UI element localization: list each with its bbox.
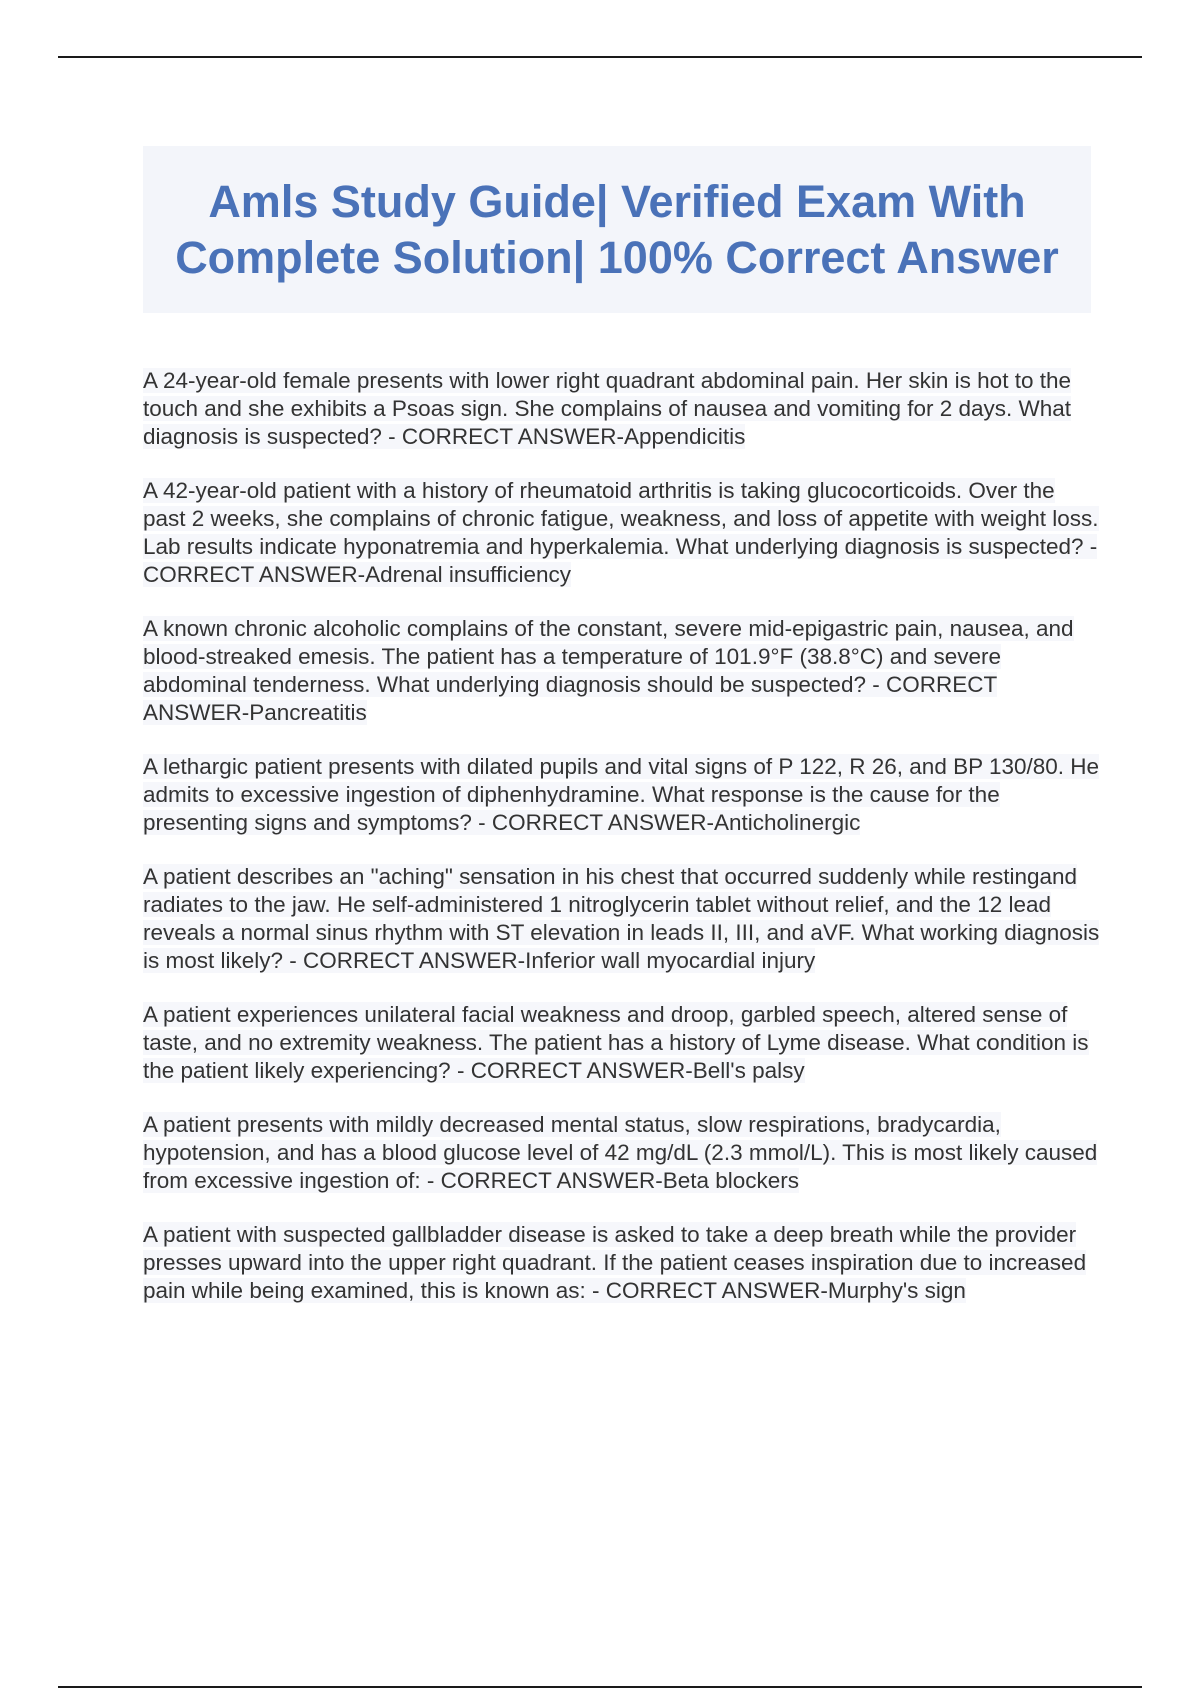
qa-item-text: A known chronic alcoholic complains of the constant, severe mid-epigastric pain, nausea, and blood-streaked emesis. The patient has a temperature of 101.9°F (38.8°C) and severe abdominal tenderness. What underlying diagnosis should be suspected? - CORRECT ANSWER-Pancreatitis: [143, 616, 1074, 725]
qa-item: [143, 615, 1103, 727]
qa-item-text: A 42-year-old patient with a history of rheumatoid arthritis is taking glucocorticoids. Over the past 2 weeks, she complains of chronic fatigue, weakness, and loss of appetite with weight loss. Lab results indicate hyponatremia and hyperkalemia. What underlying diagnosis is suspected? - CORRECT ANSWER-Adrenal insufficiency: [143, 478, 1099, 587]
qa-item: [143, 367, 1103, 451]
qa-item: [143, 753, 1103, 837]
document-title: Amls Study Guide| Verified Exam With Complete Solution| 100% Correct Answer: [175, 175, 1059, 283]
qa-item: [143, 477, 1103, 589]
qa-item-text: A patient experiences unilateral facial weakness and droop, garbled speech, altered sense of taste, and no extremity weakness. The patient has a history of Lyme disease. What condition is the patient likely experiencing? - CORRECT ANSWER-Bell's palsy: [143, 1002, 1089, 1083]
qa-item: [143, 1221, 1103, 1305]
qa-item: [143, 1001, 1103, 1085]
title-banner: [143, 146, 1091, 313]
qa-item-text: A patient with suspected gallbladder disease is asked to take a deep breath while the provider presses upward into the upper right quadrant. If the patient ceases inspiration due to increased pain while being examined, this is known as: - CORRECT ANSWER-Murphy's sign: [143, 1222, 1087, 1303]
qa-item: [143, 863, 1103, 975]
top-rule: [58, 56, 1142, 58]
qa-item: [143, 1111, 1103, 1195]
bottom-rule: [58, 1686, 1142, 1688]
qa-item-text: A 24-year-old female presents with lower right quadrant abdominal pain. Her skin is hot to the touch and she exhibits a Psoas sign. She complains of nausea and vomiting for 2 days. What diagnosis is suspected? - CORRECT ANSWER-Appendicitis: [143, 368, 1072, 449]
qa-item-text: A patient presents with mildly decreased mental status, slow respirations, bradycardia, hypotension, and has a blood glucose level of 42 mg/dL (2.3 mmol/L). This is most likely caused from excessive ingestion of: - CORRECT ANSWER-Beta blockers: [143, 1112, 1098, 1193]
qa-item-text: A patient describes an "aching" sensation in his chest that occurred suddenly while restingand radiates to the jaw. He self-administered 1 nitroglycerin tablet without relief, and the 12 lead reveals a normal sinus rhythm with ST elevation in leads II, III, and aVF. What working diagnosis is most likely? - CORRECT ANSWER-Inferior wall myocardial injury: [143, 864, 1100, 973]
question-answer-list: [143, 367, 1103, 1331]
qa-item-text: A lethargic patient presents with dilated pupils and vital signs of P 122, R 26, and BP 130/80. He admits to excessive ingestion of diphenhydramine. What response is the cause for the presenting signs and symptoms? - CORRECT ANSWER-Anticholinergic: [143, 754, 1100, 835]
